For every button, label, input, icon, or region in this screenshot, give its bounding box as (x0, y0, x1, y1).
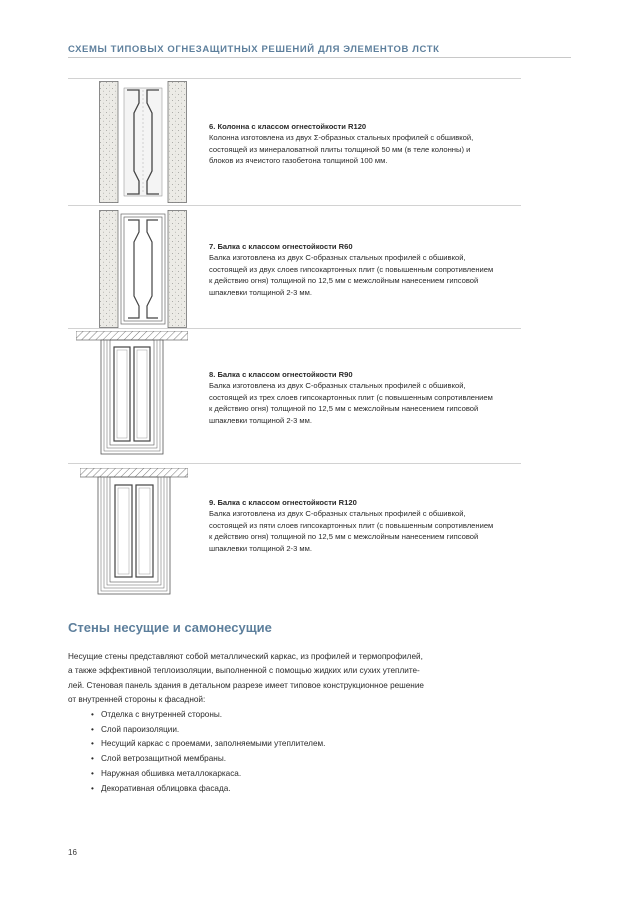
entry-title: 8. Балка с классом огнестойкости R90 (209, 370, 353, 379)
paragraph-line: лей. Стеновая панель здания в детальном разрезе имеет типовое конструкционное решение (68, 680, 424, 690)
list-item-text: Отделка с внутренней стороны. (101, 710, 223, 719)
entry-line: шпаклевки толщиной 2-3 мм. (209, 415, 312, 425)
list-item (91, 752, 325, 767)
entry-line: состоящей из трех слоев гипсокартонных плит (с повышенным сопротивлением (209, 392, 493, 402)
column-r120-figure (99, 81, 187, 203)
entry-line: состоящей из минераловатной плиты толщиной 50 мм (в теле колонны) и (209, 144, 471, 154)
entry-line: Балка изготовлена из двух С-образных стальных профилей с обшивкой, (209, 381, 466, 391)
separator-line (68, 463, 521, 464)
list-item (91, 782, 325, 797)
section-paragraph (68, 650, 468, 707)
paragraph-line: от внутренней стороны к фасадной: (68, 694, 206, 704)
entry-line: Балка изготовлена из двух С-образных стальных профилей с обшивкой, (209, 253, 466, 263)
entry-line: к действию огня) толщиной по 12,5 мм с межслойным нанесением гипсовой (209, 532, 479, 542)
list-item-text: Слой пароизоляции. (101, 724, 180, 734)
header-rule (68, 57, 571, 58)
bullet-icon: • (91, 783, 94, 793)
bullet-icon: • (91, 710, 94, 719)
list-item-text: Несущий каркас с проемами, заполняемыми утеплителем. (101, 739, 326, 749)
separator-line (68, 328, 521, 329)
list-item-text: Слой ветрозащитной мембраны. (101, 754, 226, 764)
bullet-icon: • (91, 768, 94, 778)
beam-r120-figure (80, 468, 188, 598)
entry-line: состоящей из двух слоев гипсокартонных плит (с повышенным сопротивлением (209, 264, 494, 274)
entry-beam-r60 (209, 241, 527, 298)
entry-line: шпаклевки толщиной 2-3 мм. (209, 543, 312, 553)
separator-line (68, 205, 521, 206)
entry-title: 9. Балка с классом огнестойкости R120 (209, 498, 357, 507)
paragraph-line: а также эффективной теплоизоляции, выполненной с помощью жидких или сухих утеплите- (68, 666, 420, 676)
entry-line: шпаклевки толщиной 2-3 мм. (209, 287, 312, 297)
entry-line: к действию огня) толщиной по 12,5 мм с межслойным нанесением гипсовой (209, 276, 479, 286)
entry-line: Балка изготовлена из двух С-образных стальных профилей с обшивкой, (209, 509, 466, 519)
entry-line: блоков из ячеистого газобетона толщиной 100 мм. (209, 156, 388, 166)
bullet-icon: • (91, 724, 94, 734)
section-heading: Стены несущие и самонесущие (68, 620, 272, 635)
page-number: 16 (68, 848, 77, 857)
bullet-icon: • (91, 754, 94, 764)
entry-title: 7. Балка с классом огнестойкости R60 (209, 242, 353, 251)
entry-line: к действию огня) толщиной по 12,5 мм с межслойным нанесением гипсовой (209, 404, 479, 414)
list-item (91, 708, 325, 723)
entry-beam-r90 (209, 369, 527, 426)
wall-layers-list (91, 708, 325, 796)
entry-column-r120 (209, 121, 527, 167)
entry-line: Колонна изготовлена из двух Σ-образных стальных профилей с обшивкой, (209, 133, 474, 143)
list-item (91, 737, 325, 752)
entry-line: состоящей из пяти слоев гипсокартонных плит (с повышенным сопротивлением (209, 520, 494, 530)
list-item-text: Наружная обшивка металлокаркаса. (101, 768, 242, 778)
entry-beam-r120 (209, 497, 527, 554)
entry-title: 6. Колонна с классом огнестойкости R120 (209, 122, 367, 131)
beam-r90-figure (76, 331, 188, 459)
list-item-text: Декоративная облицовка фасада. (101, 783, 231, 793)
bullet-icon: • (91, 739, 94, 749)
separator-line (68, 78, 521, 79)
beam-r60-figure (99, 210, 187, 328)
running-header: СХЕМЫ ТИПОВЫХ ОГНЕЗАЩИТНЫХ РЕШЕНИЙ ДЛЯ ЭЛЕМЕНТОВ ЛСТК (68, 44, 440, 55)
list-item (91, 723, 325, 738)
list-item (91, 767, 325, 782)
paragraph-line: Несущие стены представляют собой металлический каркас, из профилей и термопрофилей, (68, 652, 423, 661)
